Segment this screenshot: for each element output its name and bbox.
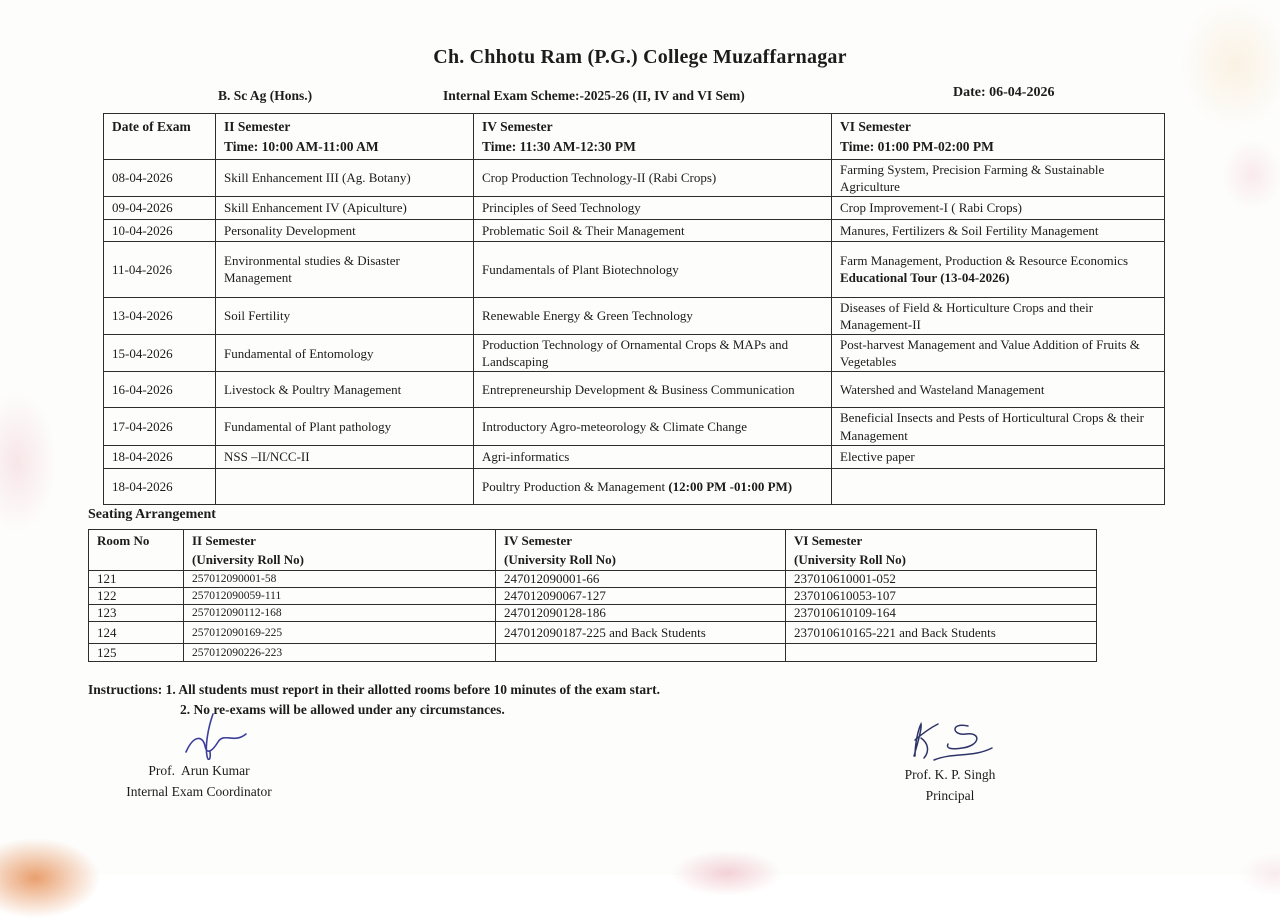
exam-schedule-table <box>103 113 1165 505</box>
exam-row <box>104 196 1165 219</box>
special-time-note: (12:00 PM -01:00 PM) <box>668 478 793 494</box>
seating-row <box>89 587 1097 604</box>
notice-date: Date: 06-04-2026 <box>953 85 1055 100</box>
col-header-seat-sem2 <box>184 530 496 571</box>
college-title: Ch. Chhotu Ram (P.G.) College Muzaffarnagar <box>433 46 847 68</box>
exam-date: 16-04-2026 <box>104 372 216 408</box>
exam-subject-sem4: Fundamentals of Plant Biotechnology <box>474 241 832 297</box>
coordinator-signature-block <box>104 710 294 802</box>
roll-range-sem2: 257012090226-223 <box>184 644 496 662</box>
seating-row <box>89 644 1097 662</box>
col-header-date: Date of Exam <box>104 114 216 160</box>
instruction-line-1 <box>88 680 660 700</box>
exam-subject-sem6: Farming System, Precision Farming & Sustainable Agriculture <box>832 159 1165 196</box>
exam-subject-sem4: Introductory Agro-meteorology & Climate Change <box>474 408 832 445</box>
seat-sem6-sub: (University Roll No) <box>794 551 906 567</box>
exam-subject-sem2: Environmental studies & Disaster Management <box>216 241 474 297</box>
exam-subject-sem6: Crop Improvement-I ( Rabi Crops) <box>832 196 1165 219</box>
seat-sem4-sub: (University Roll No) <box>504 551 616 567</box>
seat-sem2-sub: (University Roll No) <box>192 551 304 567</box>
exam-row <box>104 408 1165 445</box>
exam-subject-sem4: Production Technology of Ornamental Crops & MAPs and Landscaping <box>474 335 832 372</box>
principal-role: Principal <box>925 788 975 803</box>
exam-subject-sem4: Entrepreneurship Development & Business Communication <box>474 372 832 408</box>
exam-date: 18-04-2026 <box>104 468 216 504</box>
roll-range-sem6: 237010610165-221 and Back Students <box>786 622 1097 644</box>
sem2-label: II Semester <box>224 119 291 134</box>
roll-range-sem4: 247012090128-186 <box>496 605 786 622</box>
exam-subject-sem2: NSS –II/NCC-II <box>216 445 474 468</box>
exam-table-header <box>104 114 1165 160</box>
exam-subject-sem4: Principles of Seed Technology <box>474 196 832 219</box>
exam-subject-sem6: Post-harvest Management and Value Addition of Fruits & Vegetables <box>832 335 1165 372</box>
exam-subject-sem2: Livestock & Poultry Management <box>216 372 474 408</box>
exam-date: 11-04-2026 <box>104 241 216 297</box>
scan-smudge <box>1240 852 1280 896</box>
sem4-label: IV Semester <box>482 119 553 134</box>
seat-sem6-label: VI Semester <box>794 533 863 548</box>
exam-date: 17-04-2026 <box>104 408 216 445</box>
exam-date: 18-04-2026 <box>104 445 216 468</box>
room-number: 122 <box>89 587 184 604</box>
exam-subject-text: Farm Management, Production & Resource Economics <box>840 253 1129 269</box>
instruction-line-2: 2. No re-exams will be allowed under any circumstances. <box>180 702 505 717</box>
exam-subject-sem2: Skill Enhancement III (Ag. Botany) <box>216 159 474 196</box>
educational-tour-note: Educational Tour (13-04-2026) <box>840 270 1010 286</box>
exam-subject-sem6: Elective paper <box>832 445 1165 468</box>
exam-subject-sem2: Fundamental of Plant pathology <box>216 408 474 445</box>
seat-sem2-label: II Semester <box>192 533 256 548</box>
coordinator-signature-icon <box>180 710 255 760</box>
exam-row <box>104 297 1165 334</box>
col-header-sem2 <box>216 114 474 160</box>
room-number: 121 <box>89 570 184 587</box>
exam-row <box>104 241 1165 297</box>
room-number: 124 <box>89 622 184 644</box>
exam-subject-sem6: Beneficial Insects and Pests of Horticultural Crops & their Management <box>832 408 1165 445</box>
principal-name: Prof. K. P. Singh <box>904 767 996 782</box>
exam-subject-sem6: Diseases of Field & Horticulture Crops and their Management-II <box>832 297 1165 334</box>
roll-range-sem2: 257012090112-168 <box>184 605 496 622</box>
exam-row <box>104 468 1165 504</box>
seating-section-title: Seating Arrangement <box>88 507 216 522</box>
roll-range-sem6: 237010610053-107 <box>786 587 1097 604</box>
roll-range-sem6: 237010610001-052 <box>786 570 1097 587</box>
seating-table <box>88 529 1097 662</box>
roll-range-sem4: 247012090001-66 <box>496 570 786 587</box>
col-header-seat-sem6 <box>786 530 1097 571</box>
exam-subject-sem4: Problematic Soil & Their Management <box>474 219 832 241</box>
room-number: 125 <box>89 644 184 662</box>
exam-subject-sem6 <box>832 241 1165 297</box>
exam-subject-sem2: Fundamental of Entomology <box>216 335 474 372</box>
sem6-time: Time: 01:00 PM-02:00 PM <box>840 139 994 155</box>
exam-subject-sem6: Manures, Fertilizers & Soil Fertility Management <box>832 219 1165 241</box>
exam-row <box>104 159 1165 196</box>
col-header-room: Room No <box>89 530 184 571</box>
principal-signature-icon <box>900 720 1000 764</box>
seating-row <box>89 570 1097 587</box>
exam-date: 10-04-2026 <box>104 219 216 241</box>
roll-range-sem6: 237010610109-164 <box>786 605 1097 622</box>
exam-subject-sem2 <box>216 468 474 504</box>
roll-range-sem2: 257012090169-225 <box>184 622 496 644</box>
exam-subject-sem4: Renewable Energy & Green Technology <box>474 297 832 334</box>
roll-range-sem2: 257012090001-58 <box>184 570 496 587</box>
program-name: B. Sc Ag (Hons.) <box>218 88 313 103</box>
exam-subject-sem2: Soil Fertility <box>216 297 474 334</box>
principal-signature-block <box>875 720 1025 806</box>
exam-subject-sem4 <box>474 468 832 504</box>
seating-table-header <box>89 530 1097 571</box>
exam-date: 13-04-2026 <box>104 297 216 334</box>
col-header-sem6 <box>832 114 1165 160</box>
exam-subject-sem4: Agri-informatics <box>474 445 832 468</box>
instruction-1-text: 1. All students must report in their allotted rooms before 10 minutes of the exam start. <box>165 682 660 697</box>
scan-smudge <box>672 850 782 896</box>
instructions-label: Instructions: <box>88 682 163 697</box>
coordinator-name: Prof. Arun Kumar <box>148 763 250 778</box>
roll-range-sem4: 247012090187-225 and Back Students <box>496 622 786 644</box>
col-header-sem4 <box>474 114 832 160</box>
exam-row <box>104 219 1165 241</box>
roll-range-sem6 <box>786 644 1097 662</box>
seating-row <box>89 622 1097 644</box>
exam-subject-sem4: Crop Production Technology-II (Rabi Crops) <box>474 159 832 196</box>
scan-smudge <box>0 392 56 532</box>
roll-range-sem4 <box>496 644 786 662</box>
exam-subject-sem2: Skill Enhancement IV (Apiculture) <box>216 196 474 219</box>
scan-smudge <box>0 838 100 918</box>
exam-date: 09-04-2026 <box>104 196 216 219</box>
exam-date: 15-04-2026 <box>104 335 216 372</box>
sem6-label: VI Semester <box>840 119 911 134</box>
sem2-time: Time: 10:00 AM-11:00 AM <box>224 139 379 155</box>
scan-smudge <box>1222 140 1280 210</box>
exam-row <box>104 372 1165 408</box>
exam-row <box>104 335 1165 372</box>
exam-scheme-title: Internal Exam Scheme:-2025-26 (II, IV and VI Sem) <box>443 88 745 103</box>
exam-subject-sem2: Personality Development <box>216 219 474 241</box>
exam-subject-text: Poultry Production & Management <box>482 478 669 494</box>
exam-date: 08-04-2026 <box>104 159 216 196</box>
exam-subject-sem6 <box>832 468 1165 504</box>
seat-sem4-label: IV Semester <box>504 533 572 548</box>
room-number: 123 <box>89 605 184 622</box>
seating-row <box>89 605 1097 622</box>
sem4-time: Time: 11:30 AM-12:30 PM <box>482 139 636 155</box>
roll-range-sem2: 257012090059-111 <box>184 587 496 604</box>
col-header-seat-sem4 <box>496 530 786 571</box>
exam-subject-sem6: Watershed and Wasteland Management <box>832 372 1165 408</box>
coordinator-role: Internal Exam Coordinator <box>126 784 272 799</box>
exam-row <box>104 445 1165 468</box>
roll-range-sem4: 247012090067-127 <box>496 587 786 604</box>
